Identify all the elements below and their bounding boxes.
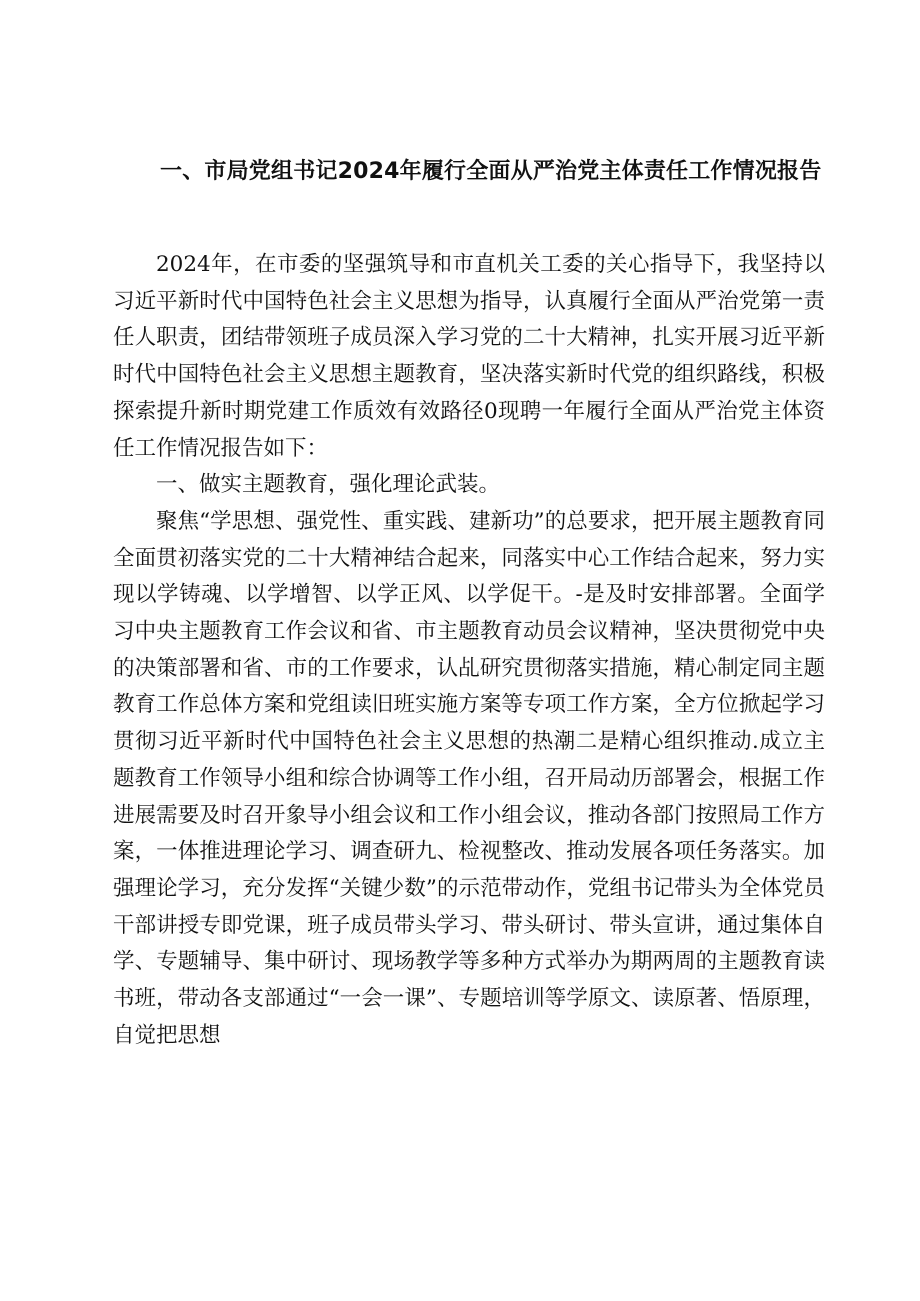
paragraph-section-1: 聚焦“学思想、强党性、重实践、建新功”的总要求，把开展主题教育同全面贯初落实党的二十大精神结合起来，同落实中心工作结合起来，努力实现以学铸魂、以学增智、以学正风、以学促干。-是及时安排部署。全面学习中央主题教育工作会议和省、市主题教育动员会议精神，坚决贯彻党中央的决策部署和省、市的工作要求，认乩研究贯彻落实措施，精心制定同主题教育工作总体方案和党组读旧班实施方案等专项工作方案，全方位掀起学习贯彻习近平新时代中国特色社会主义思想的热潮二是精心组织推动.成立主题教育工作领导小组和综合协调等工作小组，召开局动历部署会，根据工作进展需要及时召开象导小组会议和工作小组会议，推动各部门按照局工作方案，一体推进理论学习、调查研九、检视整改、推动发展各项任务落实。加强理论学习，充分发挥“关键少数”的示范带动作，党组书记带头为全体党员干部讲授专即党课，班子成员带头学习、带头研讨、带头宣讲，通过集体自学、专题辅导、集中研讨、现场教学等多种方式举办为期两周的主题教育读书班，带动各支部通过“一会一课”、专题培训等学原文、读原著、悟原理，自觉把思想: [113, 508, 825, 1048]
document-body: [113, 247, 825, 1054]
paragraph-intro: 2024年，在市委的坚强筑导和市直机关工委的关心指导下，我坚持以习近平新时代中国特色社会主义思想为指导，认真履行全面从严治党第一责任人职责，团结带领班子成员深入学习党的二十大精神，扎实开展习近平新时代中国特色社会主义思想主题教育，坚决落实新时代党的组织路线，积极探索提升新时期党建工作质效有效路径0现聘一年履行全面从严治党主体资任工作情况报告如下：: [113, 252, 825, 461]
document-title: 一、市局党组书记2024年履行全面从严治党主体责任工作情况报告: [160, 159, 822, 184]
section-heading-1: 一、做实主题教育，强化理论武装。: [156, 472, 501, 498]
